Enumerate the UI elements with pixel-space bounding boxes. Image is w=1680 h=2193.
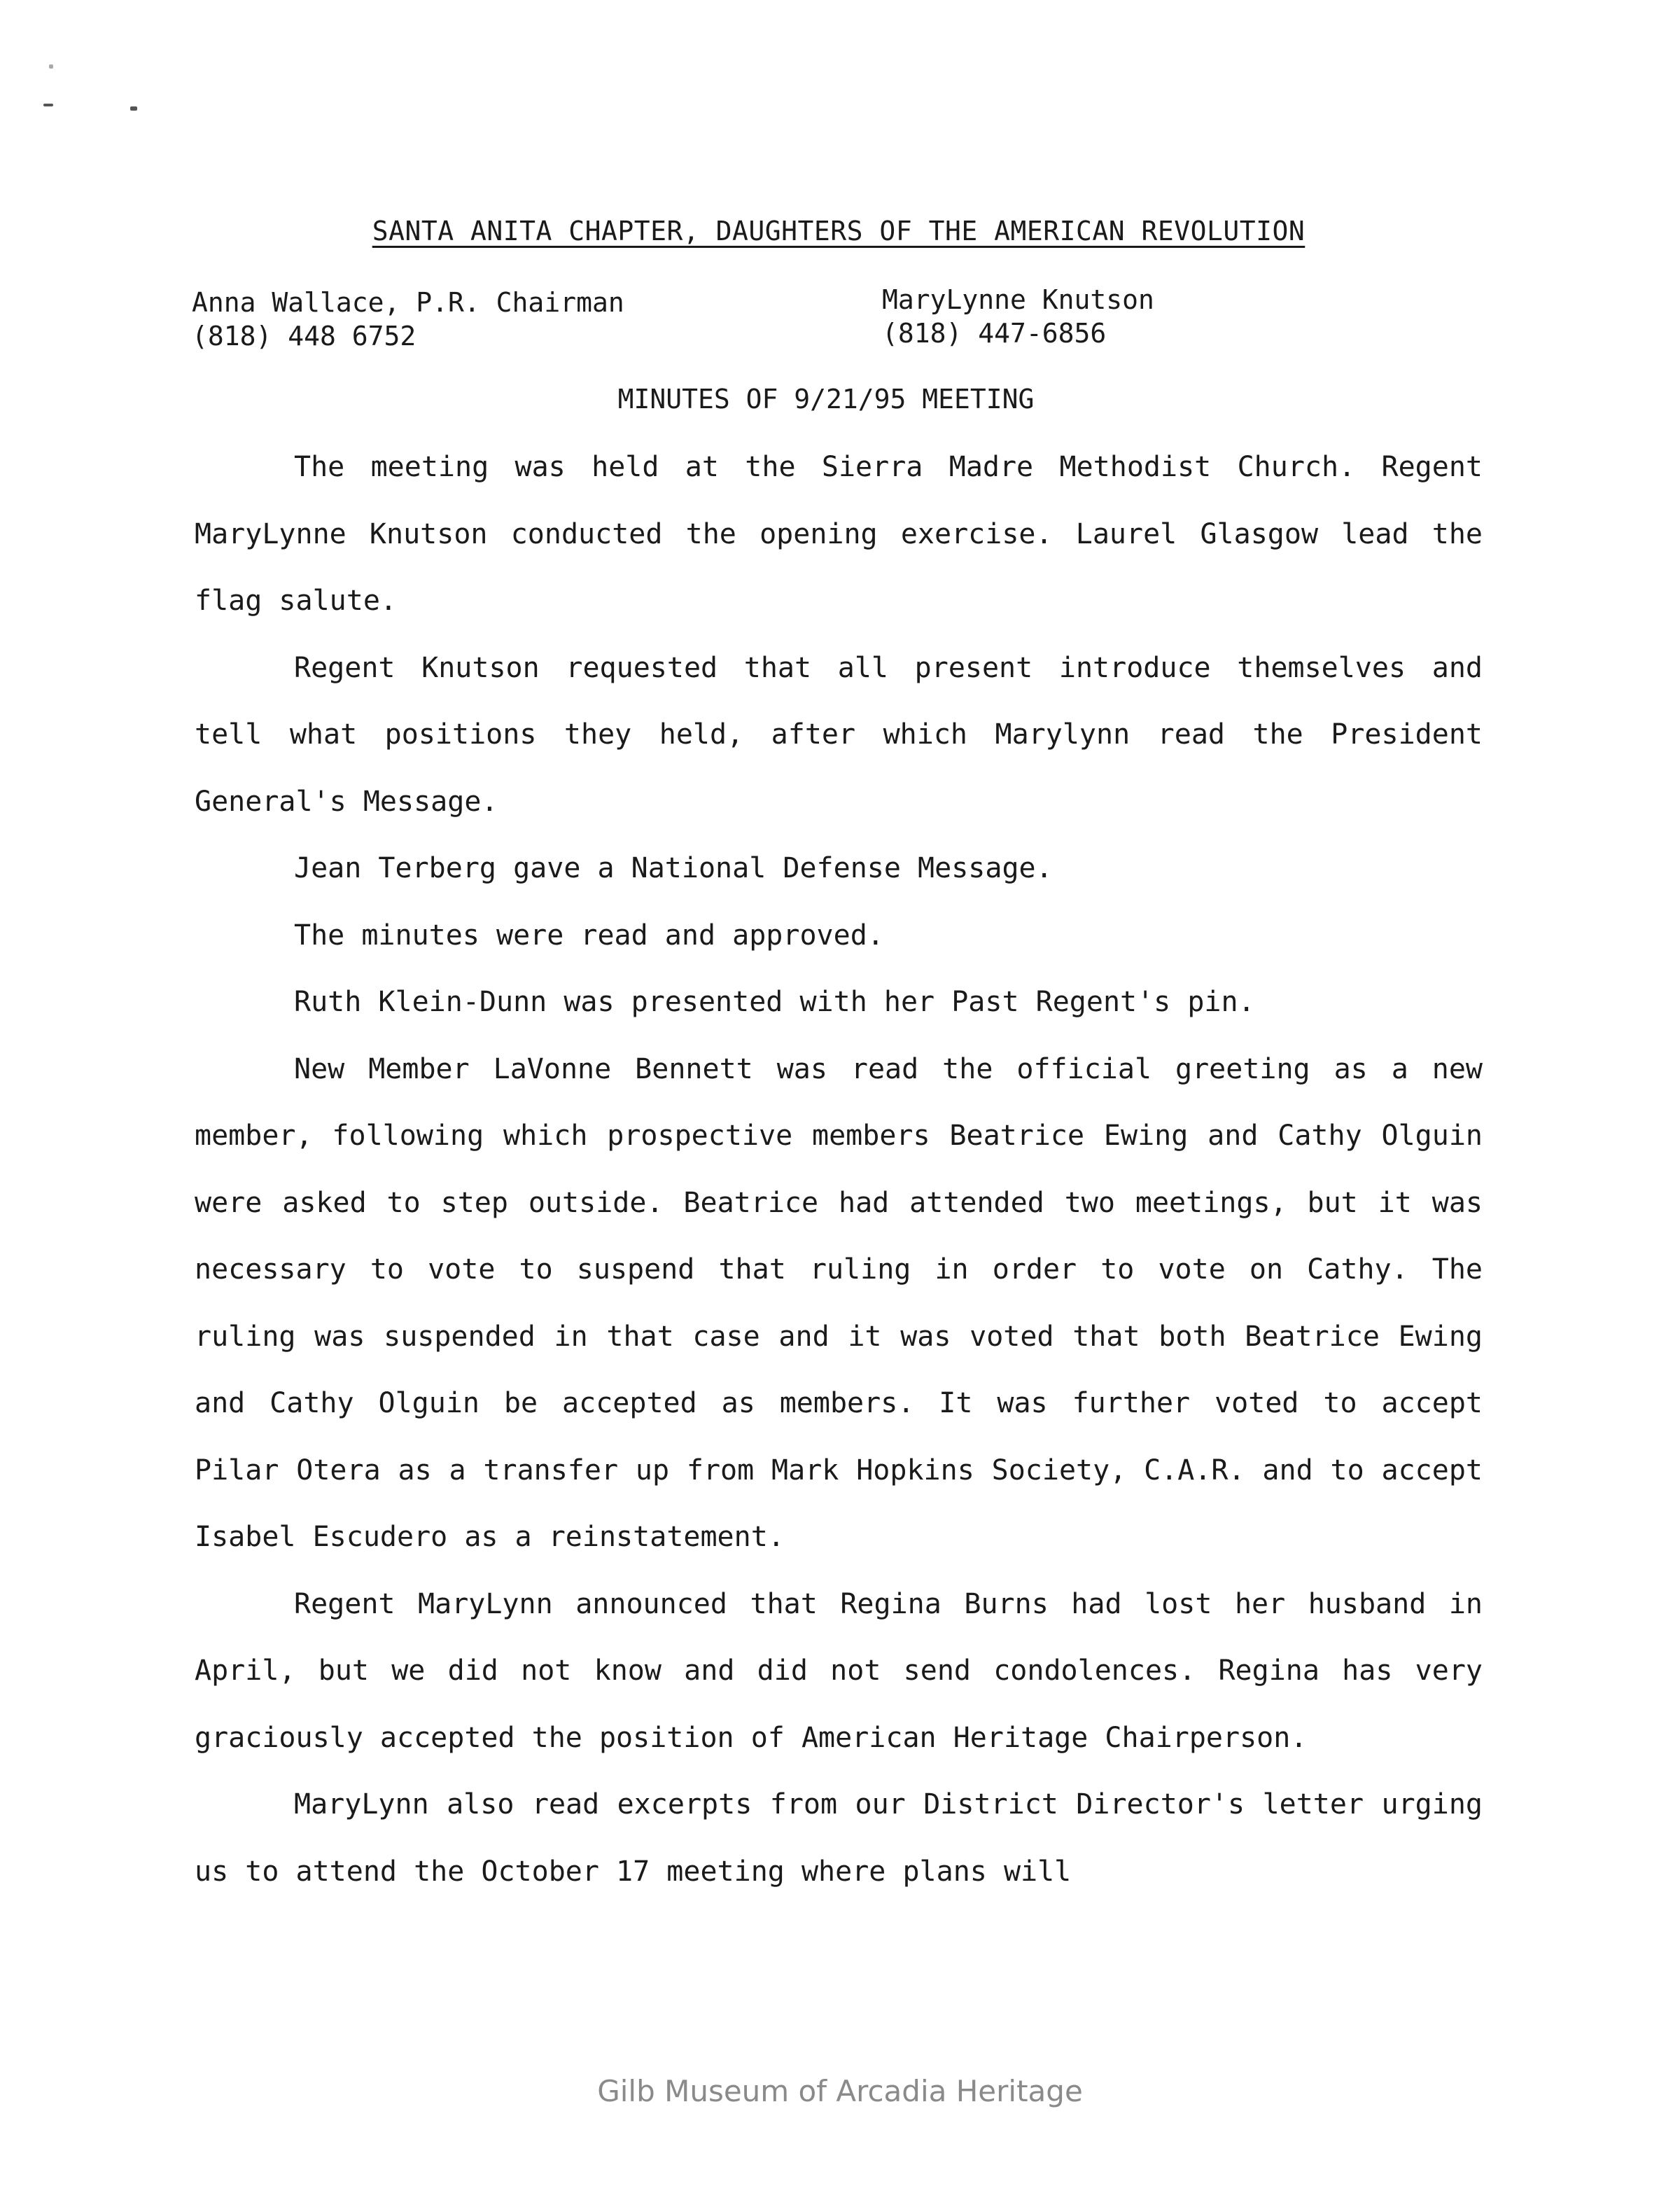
document-title-text: SANTA ANITA CHAPTER, DAUGHTERS OF THE AMERICAN REVOLUTION <box>372 216 1306 246</box>
paragraph: Regent Knutson requested that all present introduce themselves and tell what positions they held, after which Marylynn read the President General's Message. <box>195 651 1483 818</box>
minutes-heading: MINUTES OF 9/21/95 MEETING <box>617 384 1035 415</box>
right-contact <box>882 283 1154 350</box>
right-contact-name: MaryLynne Knutson <box>882 284 1154 315</box>
left-contact-phone: (818) 448 6752 <box>192 321 416 351</box>
paragraph: New Member LaVonne Bennett was read the official greeting as a new member, following which prospective members Beatrice Ewing and Cathy Olguin were asked to step outside. Beatrice had attended two meetings, but it was necessary to vote to suspend that ruling in order to vote on Cathy. The ruling was suspended in that case and it was voted that both Beatrice Ewing and Cathy Olguin be accepted as members. It was further voted to accept Pilar Otera as a transfer up from Mark Hopkins Society, C.A.R. and to accept Isabel Escudero as a reinstatement. <box>195 1052 1483 1553</box>
paragraph: The meeting was held at the Sierra Madre Methodist Church. Regent MaryLynne Knutson conducted the opening exercise. Laurel Glasgow lead the flag salute. <box>195 451 1483 617</box>
paragraph: Ruth Klein-Dunn was presented with her Past Regent's pin. <box>294 986 1255 1018</box>
right-contact-phone: (818) 447-6856 <box>882 318 1107 349</box>
left-contact-name: Anna Wallace, P.R. Chairman <box>192 287 624 318</box>
paragraph: Regent MaryLynn announced that Regina Burns had lost her husband in April, but we did not know and did not send condolences. Regina has very graciously accepted the position of American Heritage Chairperson. <box>195 1587 1483 1754</box>
minutes-body <box>195 434 1483 1905</box>
scan-speck <box>130 106 137 111</box>
scan-speck <box>49 64 53 69</box>
scan-speck <box>43 104 53 106</box>
watermark-footer: Gilb Museum of Arcadia Heritage <box>597 2074 1083 2108</box>
paragraph: MaryLynn also read excerpts from our District Director's letter urging us to attend the October 17 meeting where plans will <box>195 1788 1483 1888</box>
paragraph: Jean Terberg gave a National Defense Message. <box>294 852 1053 884</box>
paragraph: The minutes were read and approved. <box>294 919 884 952</box>
left-contact <box>192 286 624 353</box>
document-title <box>0 216 1680 246</box>
